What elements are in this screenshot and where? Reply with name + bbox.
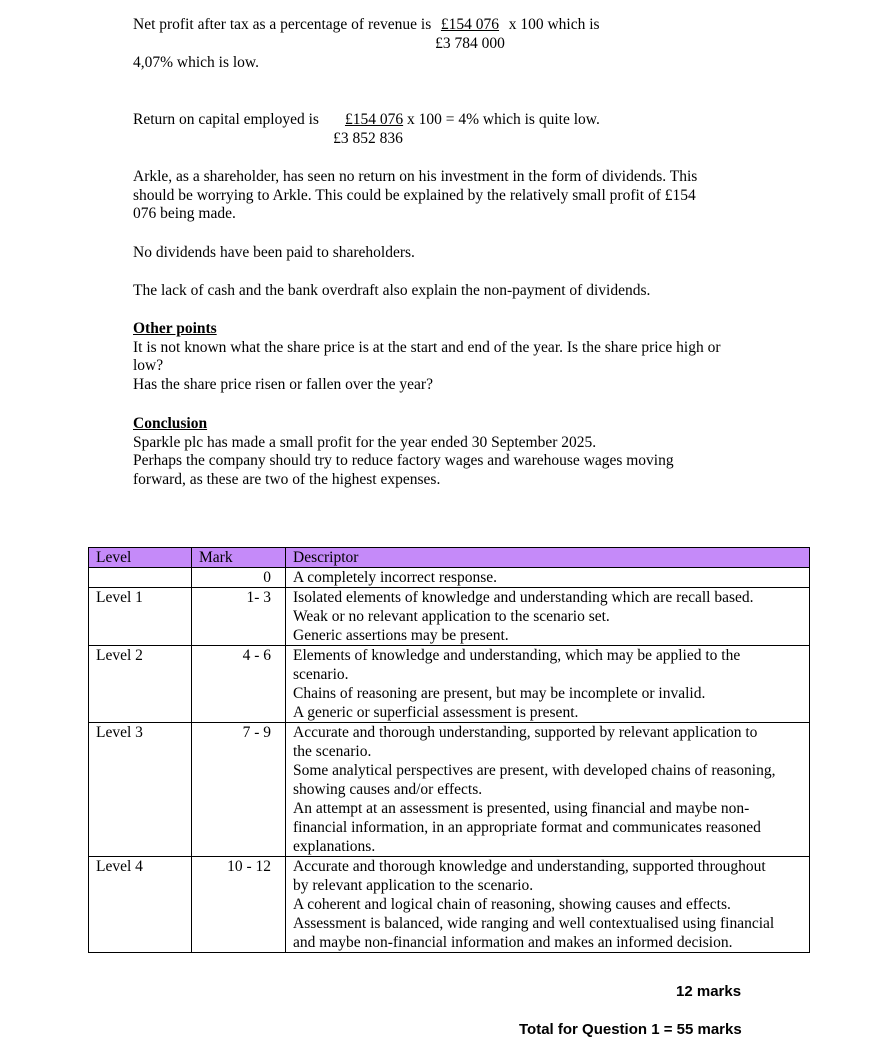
line: 076 being made. [133,205,236,222]
descriptor-line: Assessment is balanced, wide ranging and well contextualised using financial [293,915,775,932]
table-row [89,646,810,723]
descriptor-cell [286,588,810,646]
table-row [89,568,810,588]
mark-cell: 0 [192,568,286,588]
line: forward, as these are two of the highest expenses. [133,470,441,488]
level-cell: Level 2 [89,646,192,723]
marks-text: 12 marks [676,983,742,1000]
npat-prefix: Net profit after tax as a percentage of revenue is [133,16,436,33]
roce-numerator: £154 076 [344,111,404,128]
descriptor-line: Generic assertions may be present. [293,627,509,644]
descriptor-cell [286,723,810,857]
descriptor-cell [286,646,810,723]
no-dividends-text: No dividends have been paid to shareholders. [133,244,415,261]
mark-cell: 4 - 6 [192,646,286,723]
conclusion-heading: Conclusion [133,415,208,432]
line: Arkle, as a shareholder, has seen no return on his investment in the form of dividends. This [133,168,698,185]
line: Has the share price risen or fallen over the year? [133,375,433,393]
line: should be worrying to Arkle. This could be explained by the relatively small profit of £154 [133,186,696,204]
line: Perhaps the company should try to reduce factory wages and warehouse wages moving [133,452,674,469]
npat-formula [133,16,600,53]
descriptor-line: showing causes and/or effects. [293,781,483,798]
descriptor-line: the scenario. [293,743,372,760]
npat-suffix: x 100 which is [504,16,600,33]
header-level: Level [89,548,192,568]
other-points-section [133,320,721,394]
level-cell: Level 4 [89,857,192,953]
npat-numerator: £154 076 [440,16,500,33]
roce-fraction [333,111,403,148]
roce-prefix: Return on capital employed is [133,111,319,128]
descriptor-line: A generic or superficial assessment is present. [293,704,579,721]
roce-formula [133,111,600,148]
level-cell: Level 1 [89,588,192,646]
descriptor-line: Weak or no relevant application to the scenario set. [293,608,610,625]
level-cell [89,568,192,588]
total-text: Total for Question 1 = 55 marks [519,1021,742,1038]
table-header-row [89,548,810,568]
descriptor-line: scenario. [293,666,349,683]
header-descriptor: Descriptor [286,548,810,568]
level-cell: Level 3 [89,723,192,857]
conclusion-section [133,415,674,489]
descriptor-line: and maybe non-financial information and makes an informed decision. [293,934,733,951]
table-row [89,723,810,857]
descriptor-line: Some analytical perspectives are present, with developed chains of reasoning, [293,762,776,779]
other-points-heading: Other points [133,320,217,337]
descriptor-line: by relevant application to the scenario. [293,877,534,894]
descriptor-cell [286,568,810,588]
npat-result: 4,07% which is low. [133,54,259,71]
descriptor-line: Elements of knowledge and understanding, which may be applied to the [293,647,741,664]
dividend-paragraph [133,168,697,224]
mark-cell: 1- 3 [192,588,286,646]
descriptor-cell [286,857,810,953]
roce-denominator: £3 852 836 [333,129,403,147]
descriptor-line: financial information, in an appropriate format and communicates reasoned [293,819,761,836]
header-mark: Mark [192,548,286,568]
descriptor-line: Chains of reasoning are present, but may be incomplete or invalid. [293,685,706,702]
descriptor-line: A coherent and logical chain of reasoning, showing causes and effects. [293,896,731,913]
line: low? [133,357,164,374]
descriptor-line: Accurate and thorough understanding, supported by relevant application to [293,724,758,741]
table-row [89,588,810,646]
descriptor-line: explanations. [293,838,376,855]
levels-table [88,547,810,953]
descriptor-line: A completely incorrect response. [293,569,498,586]
mark-cell: 10 - 12 [192,857,286,953]
line: It is not known what the share price is at the start and end of the year. Is the share price high or [133,338,721,356]
mark-cell: 7 - 9 [192,723,286,857]
descriptor-line: Accurate and thorough knowledge and understanding, supported throughout [293,858,766,875]
descriptor-line: Isolated elements of knowledge and understanding which are recall based. [293,589,754,606]
descriptor-line: An attempt at an assessment is presented, using financial and maybe non- [293,800,750,817]
roce-suffix: x 100 = 4% which is quite low. [403,111,600,128]
cash-text: The lack of cash and the bank overdraft also explain the non-payment of dividends. [133,282,651,299]
table-row [89,857,810,953]
npat-denominator: £3 784 000 [435,34,505,52]
line: Sparkle plc has made a small profit for the year ended 30 September 2025. [133,433,597,451]
npat-fraction [435,16,505,53]
